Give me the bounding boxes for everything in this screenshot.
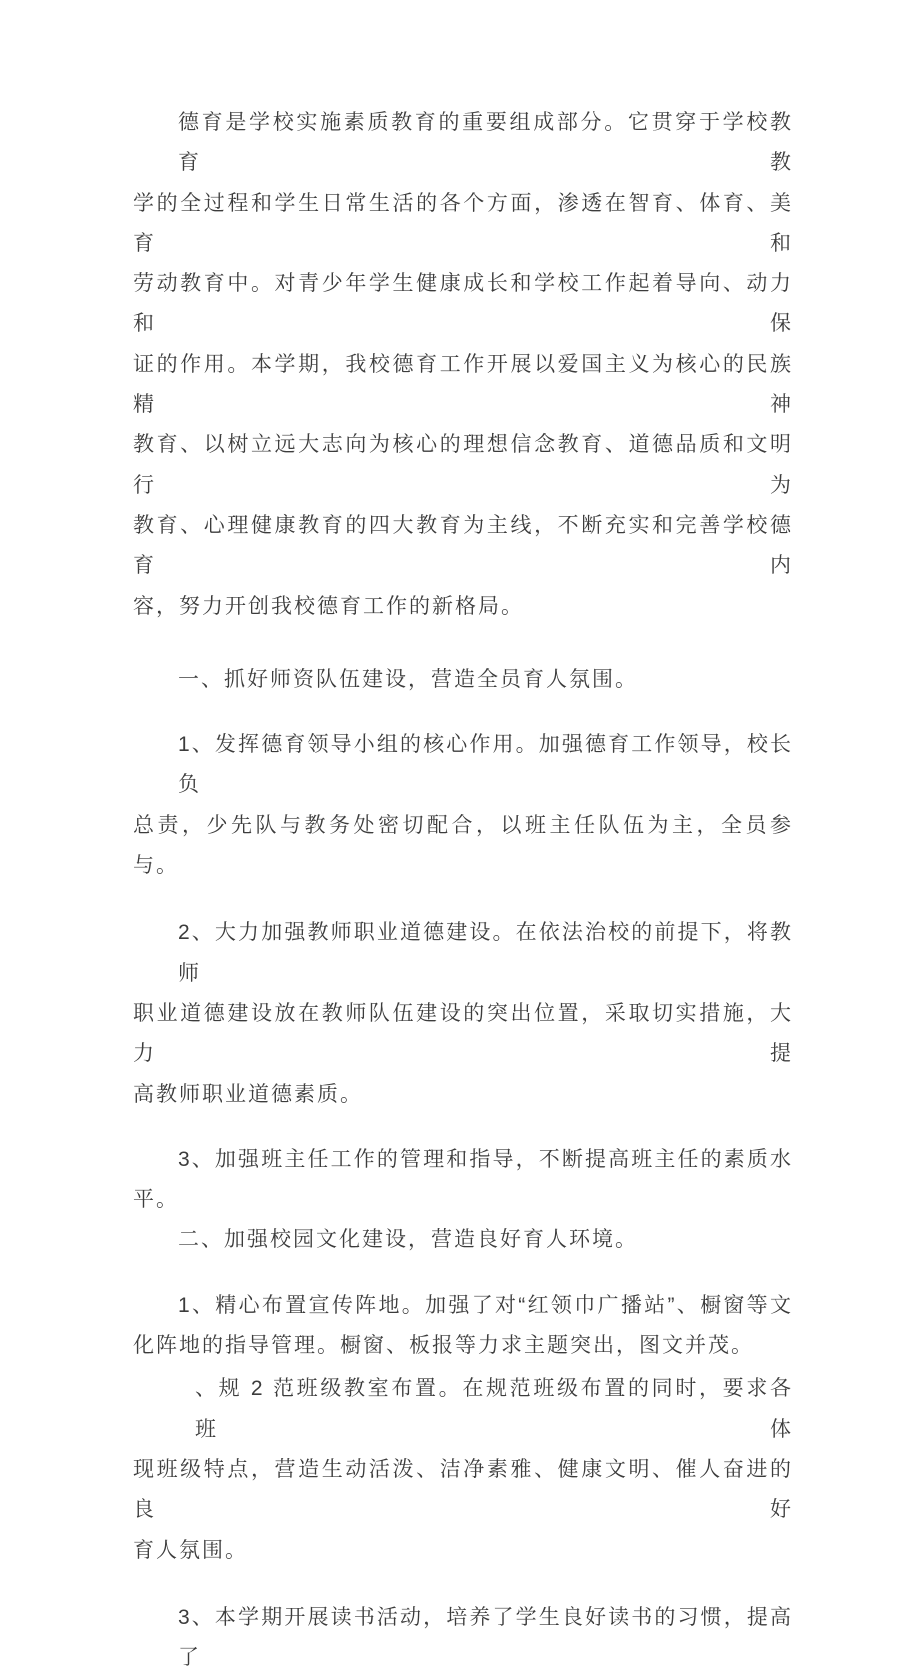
text-line: 高教师职业道德素质。	[133, 1082, 363, 1106]
text-line: 平。	[133, 1188, 179, 1212]
paragraph-p6	[133, 1220, 793, 1260]
paragraph-p2	[133, 660, 793, 700]
paragraph-p7	[133, 1286, 793, 1367]
text-line: 二、加强校园文化建设，营造良好育人环境。	[178, 1228, 638, 1252]
text-line: 化阵地的指导管理。橱窗、板报等力求主题突出，图文并茂。	[133, 1334, 754, 1358]
paragraph-p5	[133, 1140, 793, 1221]
text-line: 教育、以树立远大志向为核心的理想信念教育、道德品质和文明行为	[133, 433, 793, 497]
text-line: 德育是学校实施素质教育的重要组成部分。它贯穿于学校教育教	[178, 111, 793, 175]
paragraph-p3	[133, 725, 793, 886]
paragraph-p9	[133, 1598, 793, 1678]
text-line: 总责，少先队与教务处密切配合，以班主任队伍为主，全员参与。	[133, 813, 793, 878]
text-line: 育人氛围。	[133, 1538, 248, 1562]
text-line: 3、加强班主任工作的管理和指导，不断提高班主任的素质水	[178, 1147, 793, 1171]
text-line: 现班级特点，营造生动活泼、洁净素雅、健康文明、催人奋进的良好	[133, 1457, 793, 1522]
text-line: 1、发挥德育领导小组的核心作用。加强德育工作领导，校长负	[178, 733, 793, 797]
text-line: 容，努力开创我校德育工作的新格局。	[133, 594, 524, 618]
text-line: 学的全过程和学生日常生活的各个方面，渗透在智育、体育、美育和	[133, 191, 793, 255]
text-line: 一、抓好师资队伍建设，营造全员育人氛围。	[178, 667, 638, 691]
text-line: 、规 2 范班级教室布置。在规范班级布置的同时，要求各班体	[195, 1377, 793, 1441]
paragraph-p1	[133, 103, 793, 627]
text-line: 3、本学期开展读书活动，培养了学生良好读书的习惯，提高了	[178, 1605, 793, 1670]
text-line: 劳动教育中。对青少年学生健康成长和学校工作起着导向、动力和保	[133, 272, 793, 336]
paragraph-p8	[133, 1369, 793, 1570]
text-line: 2、大力加强教师职业道德建设。在依法治校的前提下，将教师	[178, 921, 793, 985]
text-line: 职业道德建设放在教师队伍建设的突出位置，采取切实措施，大力提	[133, 1001, 793, 1066]
paragraph-p4	[133, 913, 793, 1114]
text-line: 证的作用。本学期，我校德育工作开展以爱国主义为核心的民族精神	[133, 352, 793, 417]
text-line: 1、精心布置宣传阵地。加强了对“红领巾广播站”、橱窗等文	[178, 1293, 793, 1317]
text-line: 教育、心理健康教育的四大教育为主线，不断充实和完善学校德育内	[133, 513, 793, 578]
